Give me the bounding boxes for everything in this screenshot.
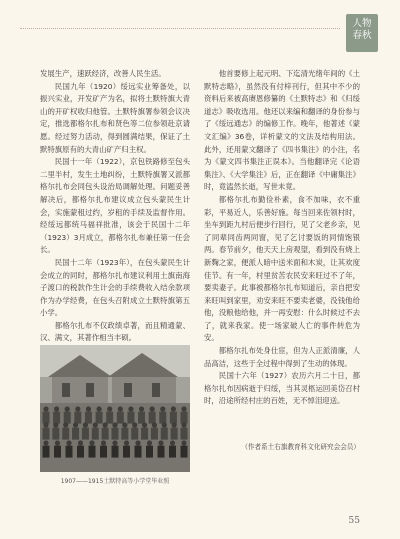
student-figure [112, 446, 119, 458]
header-rule [20, 28, 340, 29]
student-figure [171, 428, 178, 440]
student-figure [54, 406, 59, 411]
column-title-line2: 春秋 [352, 30, 372, 41]
student-figure [85, 412, 92, 424]
paragraph: 都格尔扎布不仅政绩卓著，而且精通蒙、汉、满文，其著作相当丰硕。 [40, 320, 190, 343]
student-figure [89, 440, 94, 445]
student-figure [43, 422, 48, 427]
column-title-tab [346, 14, 378, 52]
student-figure [117, 412, 124, 424]
paragraph: 民国十二年（1923年），在包头蒙民生计会成立的同时，都格尔扎布建议利用土旗南海子渡口的税款作生计会的手续费收入结余款项作为办学经费，在包头召附成立土默特旗第五小学。 [40, 257, 190, 318]
historical-photo [40, 345, 190, 472]
student-figure [171, 406, 176, 411]
student-figure [128, 406, 133, 411]
student-figure [43, 412, 50, 424]
student-figure [149, 412, 156, 424]
student-figure [150, 406, 155, 411]
student-figure [124, 440, 129, 445]
student-figure [141, 428, 148, 440]
page-number: 55 [348, 516, 360, 526]
student-figure [100, 446, 107, 458]
student-figure [139, 406, 144, 411]
student-figure [65, 406, 70, 411]
paragraph: 民国九年（1920）绥远实业筹备处，以振兴实业，开发矿产为名，拟将土默特旗大青山的开矿权收归他管。土默特旗署参领会议决定，推选都格尔扎布和贤色等二位参领赴京请愿。经过努力活动，得到圆满结果，保证了土默特旗原有的大青山矿产归主权。 [40, 81, 190, 154]
student-figure [106, 412, 113, 424]
student-figure [123, 446, 130, 458]
student-figure [77, 446, 84, 458]
student-figure [132, 422, 137, 427]
student-figure [75, 406, 80, 411]
paragraph: 都格尔扎布勤俭朴素，食不加味，衣不重彩，平易近人，乐善好施。每当回来佐领村时，坐车到距九村后便步行回行，见了父老乡亲，见了同辈同齿两同窗，见了乞讨要饭的同情饱银两。春节前夕，他天天上房观望，看到没有烧上新麴之家，便派人暗中送米面和木炭，让其欢度佳节。有一年，村里贫苦农民安来旺过不了年，要卖妻子。此事被都格尔扎布知道后，亲自把安来旺叫到家里，劝安来旺不要卖老婆，没钱他给他，没粮他给他，并一再安慰：什么时候过不去了，就来我家。使一场家破人亡的事件转危为安。 [204, 194, 360, 343]
student-figure [64, 412, 71, 424]
student-figure [43, 406, 48, 411]
paragraph: 民国十一年（1922），京包铁路修至包头二里半村，发生土地纠纷，土默特旗署又派都格尔扎布会同包头设治局调解处理。问题妥善解决后，都格尔扎布建议成立包头蒙民生计会，实施蒙租过约，岁租的手续及监督作用。经绥远都统马福祥批准，该会于民国十二年（1923）3月成立，都格尔扎布兼任第一任会长。 [40, 157, 190, 255]
student-figure [121, 428, 128, 440]
paragraph: 民国十六年（1927）农历六月二十日，都格尔扎布因病逝于归绥，当其灵柩运回美岱召村时，沿途所经村庄的百姓，无不悼泪迎送。 [204, 371, 360, 406]
student-figure [107, 406, 112, 411]
group-photo-image [40, 345, 190, 472]
student-figure [52, 428, 59, 440]
student-figure [53, 412, 60, 424]
student-figure [43, 428, 50, 440]
student-figure [66, 446, 73, 458]
student-figure [101, 440, 106, 445]
student-figure [181, 440, 186, 445]
student-figure [151, 428, 158, 440]
student-figure [160, 406, 165, 411]
student-figure [169, 446, 176, 458]
author-note: （作者系土右旗教育科文化研究会会员） [241, 443, 360, 451]
student-figure [147, 440, 152, 445]
student-figure [96, 412, 103, 424]
student-figure [159, 412, 166, 424]
student-figure [82, 428, 89, 440]
column-title-line1: 人物 [352, 18, 372, 29]
student-figure [172, 422, 177, 427]
student-figure [43, 446, 50, 458]
student-figure [73, 422, 78, 427]
student-figure [66, 440, 71, 445]
paragraph: 都格尔扎布处身仕宦，但为人正派清廉，人品高洁，这些于全过程中得到了生动的体现。 [204, 346, 360, 368]
student-figure [53, 422, 58, 427]
student-figure [161, 428, 168, 440]
student-figure [83, 422, 88, 427]
student-figure [43, 440, 48, 445]
student-figure [55, 440, 60, 445]
student-figure [158, 440, 163, 445]
student-figure [89, 446, 96, 458]
student-figure [131, 428, 138, 440]
photo-caption: 1907——1915土默特高等小学堂毕业照 [60, 478, 170, 485]
student-figure [162, 422, 167, 427]
right-text-column [204, 68, 360, 408]
student-figure [127, 412, 134, 424]
student-figure [158, 446, 165, 458]
student-figure [118, 406, 123, 411]
student-figure [146, 446, 153, 458]
student-figure [181, 406, 186, 411]
student-figure [135, 440, 140, 445]
student-figure [92, 428, 99, 440]
student-figure [102, 428, 109, 440]
paragraph: 发展生产，速跃经济，改善人民生活。 [40, 69, 166, 78]
left-text-column [40, 68, 190, 345]
student-figure [181, 446, 188, 458]
student-figure [78, 440, 83, 445]
student-figure [152, 422, 157, 427]
student-figure [135, 446, 142, 458]
student-figure [181, 422, 186, 427]
student-figure [181, 412, 188, 424]
student-figure [138, 412, 145, 424]
student-figure [96, 406, 101, 411]
student-figure [72, 428, 79, 440]
student-figure [170, 412, 177, 424]
student-figure [54, 446, 61, 458]
student-figure [112, 422, 117, 427]
student-figure [170, 440, 175, 445]
student-figure [103, 422, 108, 427]
student-figure [62, 428, 69, 440]
student-figure [181, 428, 188, 440]
student-figure [86, 406, 91, 411]
student-figure [93, 422, 98, 427]
student-figure [74, 412, 81, 424]
student-figure [142, 422, 147, 427]
student-figure [112, 440, 117, 445]
student-figure [63, 422, 68, 427]
student-figure [122, 422, 127, 427]
paragraph: 他首要修上起元明、下迄清光绪年间的《土默特志略》，虽然没有付梓刊行，但其中不少的资料后来被高赓恩修纂的《土默特志》和《归绥道志》吸收选用。他还以来编和翻译的身份参与了《绥远通志》的编修工作。晚年，他著述《蒙文汇编》36卷，详析蒙文的文法及结构用法。此外，还用蒙文翻译了《四书集注》的小注，名为《蒙文四书集注正误本》。当他翻译完《论语集注》、《大学集注》后，正在翻译《中庸集注》时，竟溘然长逝，写世未竟。 [204, 69, 360, 192]
student-figure [112, 428, 119, 440]
